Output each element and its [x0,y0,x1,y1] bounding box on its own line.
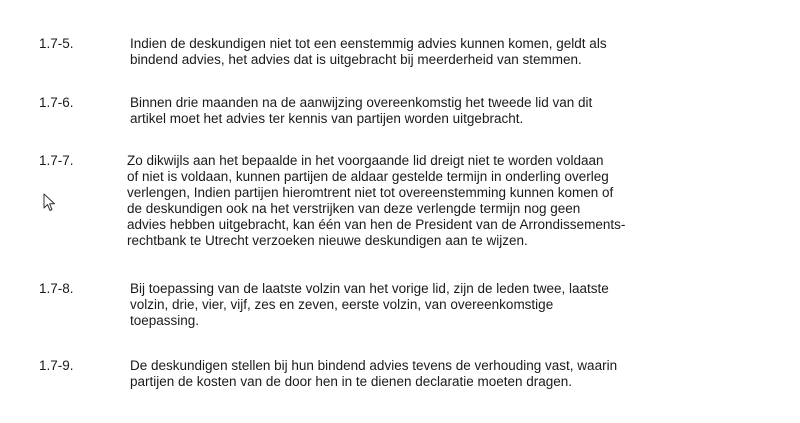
clause-number: 1.7-8. [39,281,74,296]
clause-number: 1.7-5. [39,36,74,51]
clause-number: 1.7-7. [39,153,74,168]
clause-text: Bij toepassing van de laatste volzin van het vorige lid, zijn de leden twee, laatste volzin, drie, vier, vijf, zes en zeven, eerste volzin, van overeenkomstige toepassing. [130,281,609,328]
clause-text: Indien de deskundigen niet tot een eenstemmig advies kunnen komen, geldt als bindend advies, het advies dat is uitgebracht bij meerderheid van stemmen. [130,36,607,67]
clause-text: De deskundigen stellen bij hun bindend advies tevens de verhouding vast, waarin partijen de kosten van de door hen in te dienen declaratie moeten dragen. [130,358,618,389]
clause-text: Zo dikwijls aan het bepaalde in het voorgaande lid dreigt niet te worden voldaan of niet is voldaan, kunnen partijen de aldaar gestelde termijn in onderling overleg verlengen, Indien partijen hieromtrent niet tot overeenstemming kunnen komen of de deskundigen ook na het verstrijken van deze verlengde termijn nog geen advies hebben uitgebracht, kan één van hen de President van de Arrondissements- rechtbank te Utrecht verzoeken nieuwe deskundigen aan te wijzen. [127,153,626,248]
mouse-pointer-icon [43,193,57,213]
clause-number: 1.7-6. [39,95,74,110]
clause-number: 1.7-9. [39,358,74,373]
clause-text: Binnen drie maanden na de aanwijzing overeenkomstig het tweede lid van dit artikel moet het advies ter kennis van partijen worden uitgebracht. [130,95,593,126]
